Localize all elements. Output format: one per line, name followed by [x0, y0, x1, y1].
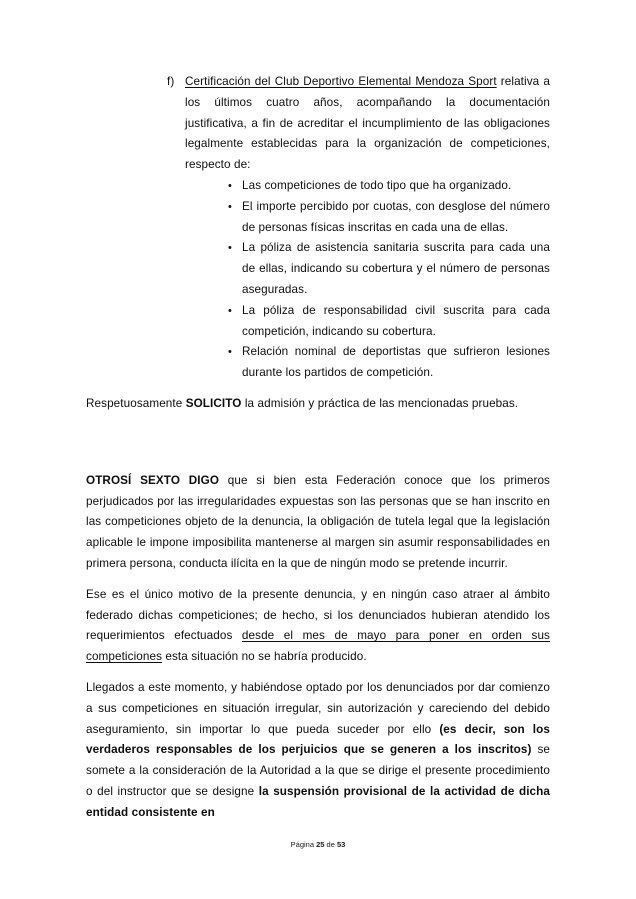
bullet-item: • La póliza de responsabilidad civil suscrita para cada competición, indicando su cobertura.: [86, 301, 550, 343]
text-segment: de: [324, 840, 337, 849]
text-segment: desde el mes de mayo para poner en orden sus competiciones: [86, 629, 550, 664]
list-item-f: [86, 72, 550, 176]
text-segment: Respetuosamente: [86, 396, 186, 410]
paragraph-ese-es: [86, 585, 550, 668]
text-segment: la admisión y práctica de las mencionadas pruebas.: [241, 396, 519, 410]
text-segment: se somete a la consideración de la Autoridad a la que se dirige el presente procedimiento o del instructor que se designe: [86, 743, 550, 798]
text-segment: OTROSÍ SEXTO DIGO: [86, 473, 220, 487]
text-segment: la suspensión provisional de la actividad de dicha entidad consistente en: [86, 784, 550, 819]
paragraph-otrosi-sexto: [86, 471, 550, 575]
list-item-f-marker: f): [167, 75, 175, 88]
paragraph-llegados: [86, 678, 550, 824]
bullet-item: • Las competiciones de todo tipo que ha organizado.: [86, 176, 550, 197]
page-footer: [0, 840, 636, 850]
text-segment: Página: [290, 840, 317, 849]
text-segment: relativa a los últimos cuatro años, acompañando la documentación justificativa, a fin de acreditar el incumplimiento de las obligaciones legalmente establecidas para la organización de competiciones, respecto de:: [185, 75, 550, 172]
list-item-f-text: [185, 72, 550, 176]
paragraph-solicito: [86, 394, 550, 415]
text-segment: Llegados a este momento, y habiéndose optado por los denunciados por dar comienzo a sus competiciones en situación irregular, sin autorización y careciendo del debido aseguramiento, sin importar lo que pueda suceder por ello: [86, 680, 550, 736]
text-segment: SOLICITO: [185, 396, 242, 410]
bullet-item: • El importe percibido por cuotas, con desglose del número de personas físicas inscritas en cada una de ellas.: [86, 197, 550, 239]
text-segment: esta situación no se habría producido.: [162, 650, 367, 664]
bullet-item: • Relación nominal de deportistas que sufrieron lesiones durante los partidos de competición.: [86, 342, 550, 384]
content-area: [86, 72, 550, 824]
text-segment: 25: [316, 840, 325, 849]
text-segment: 53: [336, 840, 346, 849]
bullet-item: • La póliza de asistencia sanitaria suscrita para cada una de ellas, indicando su cobertura y el número de personas aseguradas.: [86, 238, 550, 300]
text-segment: (es decir, son los verdaderos responsables de los perjuicios que se generen a los inscritos): [86, 722, 550, 757]
text-segment: Certificación del Club Deportivo Elemental Mendoza Sport: [185, 75, 497, 88]
text-segment: Ese es el único motivo de la presente denuncia, y en ningún caso atraer al ámbito federado dichas competiciones; de hecho, si los denunciados hubieran atendido los requerimientos efectuados: [86, 587, 550, 643]
bullet-list: [86, 176, 550, 384]
text-segment: que si bien esta Federación conoce que los primeros perjudicados por las irregularidades expuestas son las personas que se han inscrito en las competiciones objeto de la denuncia, la obligación de tutela legal que la legislación aplicable le impone imposibilita mantenerse al margen sin asumir responsabilidades en primera persona, conducta ilícita en la que de ningún modo se pretende incurrir.: [86, 473, 550, 570]
